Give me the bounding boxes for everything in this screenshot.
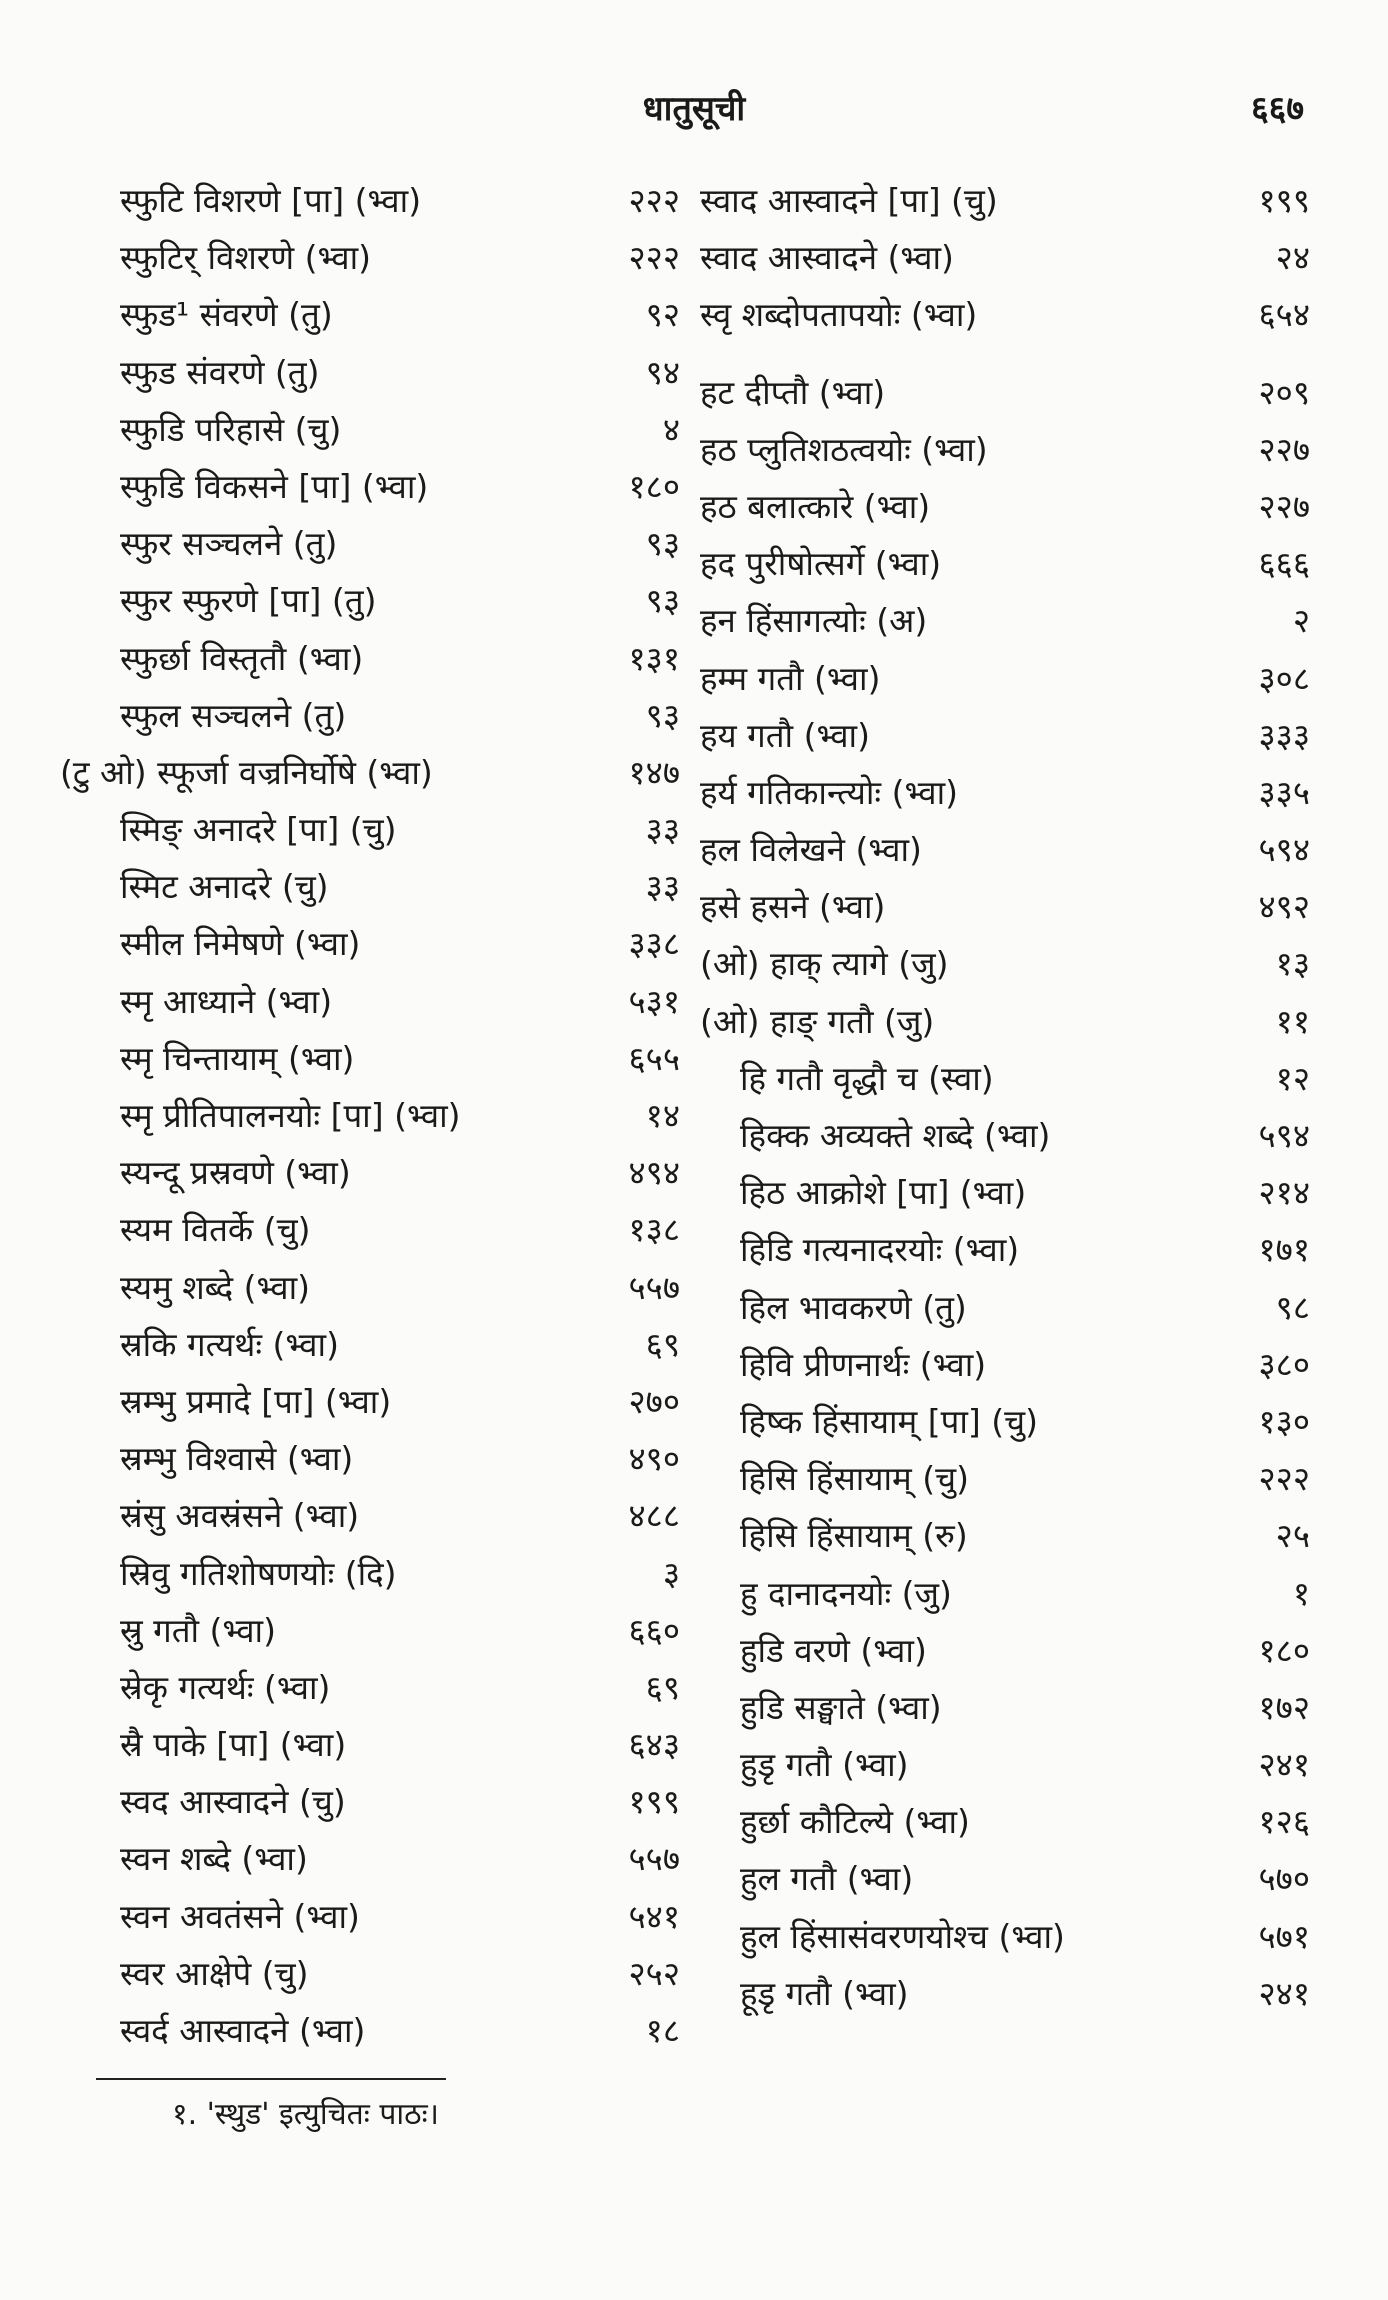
list-item [60,344,680,401]
list-item [60,1945,680,2002]
list-item [700,1793,1310,1850]
page-reference: २४१ [1258,1973,1310,2013]
list-item [60,744,680,801]
list-item [700,1679,1310,1736]
dhatu-entry: स्वाद आस्वादने [पा] (चु) [700,181,998,220]
page-reference: १२६ [1258,1802,1310,1842]
dhatu-entry: स्वर आक्षेपे (चु) [120,1953,309,1993]
dhatu-entry: हट दीप्तौ (भ्वा) [700,372,886,412]
list-item [60,915,680,972]
page-reference: ६६६ [1258,544,1310,584]
page-reference: ९८ [1275,1287,1310,1327]
list-item [700,1164,1310,1221]
dhatu-entry: स्फुर सञ्चलने (तु) [120,524,338,564]
page-reference: २१४ [1258,1173,1310,1213]
page-reference: ३३५ [1258,772,1310,812]
right-column [700,172,1310,2022]
dhatu-entry: हुर्छा कौटिल्ये (भ्वा) [740,1802,970,1842]
page-reference: ५७० [1258,1859,1310,1899]
left-column [60,172,680,2059]
dhatu-entry: स्रकि गत्यर्थः (भ्वा) [120,1324,339,1364]
page-reference: २५२ [628,1953,680,1993]
footnote-rule [96,2078,446,2080]
dhatu-entry: स्फुटिर् विशरणे (भ्वा) [120,238,372,278]
page-title: धातुसूची [642,89,746,129]
list-item [700,1450,1310,1507]
dhatu-entry: हिल भावकरणे (तु) [740,1287,967,1327]
list-item [700,993,1310,1050]
list-item [700,229,1310,286]
dhatu-entry: स्रम्भु विश्वासे (भ्वा) [120,1439,354,1479]
list-item [60,1430,680,1487]
dhatu-entry: स्फुल सञ्चलने (तु) [120,695,347,735]
page-reference: २२७ [1258,486,1310,526]
list-item [700,286,1310,343]
list-item [700,1908,1310,1965]
dhatu-entry: स्रंसु अवस्रंसने (भ्वा) [120,1496,360,1536]
list-item [60,2002,680,2059]
page-reference: ३३३ [1258,715,1310,755]
page-reference: ४ [662,409,680,449]
list-item [700,364,1310,421]
dhatu-entry: स्फुडि परिहासे (चु) [120,409,342,449]
list-item [700,535,1310,592]
list-item [60,858,680,915]
dhatu-entry: स्फुर्छा विस्तृतौ (भ्वा) [120,638,364,678]
dhatu-entry: स्यम वितर्के (चु) [120,1210,311,1250]
list-item [700,172,1310,229]
list-item [60,801,680,858]
dhatu-entry: हद पुरीषोत्सर्गे (भ्वा) [700,544,942,584]
page-reference: ३३८ [628,924,680,964]
dhatu-entry: स्वर्द आस्वादने (भ्वा) [120,2011,366,2050]
dhatu-entry: हुल गतौ (भ्वा) [740,1859,914,1899]
page-reference: ४८८ [628,1496,680,1536]
page-reference: १ [1292,1573,1310,1613]
dhatu-entry: (ओ) हाक् त्यागे (जु) [700,944,949,984]
page-reference: ५७१ [1258,1916,1310,1956]
dhatu-entry: स्मृ आध्याने (भ्वा) [120,981,333,1021]
dhatu-entry: स्रिवु गतिशोषणयोः (दि) [120,1553,397,1593]
list-item [60,1373,680,1430]
list-item [700,1565,1310,1622]
page-reference: १९९ [628,1782,680,1822]
dhatu-entry: स्वद आस्वादने (चु) [120,1782,346,1822]
page-reference: १३० [1258,1401,1310,1441]
list-item [60,630,680,687]
page-reference: ३८० [1258,1344,1310,1384]
list-item [60,973,680,1030]
page-reference: १३१ [628,638,680,678]
dhatu-entry: स्वन अवतंसने (भ्वा) [120,1896,360,1936]
page-reference: ६४३ [628,1725,680,1765]
page-reference: ९२ [645,295,680,335]
list-item [700,764,1310,821]
dhatu-entry: हिडि गत्यनादरयोः (भ्वा) [740,1230,1020,1270]
list-item [60,1830,680,1887]
dhatu-entry: स्मृ प्रीतिपालनयोः [पा] (भ्वा) [120,1096,461,1135]
page-reference: २४१ [1258,1745,1310,1785]
list-item [60,1030,680,1087]
list-item [60,229,680,286]
page-reference: ६५४ [1258,295,1310,335]
page-reference: ३३ [645,867,680,907]
page-reference: ३०८ [1258,658,1310,698]
list-item [60,1259,680,1316]
page-reference: २ [1292,601,1310,641]
list-item [700,878,1310,935]
list-item [700,650,1310,707]
dhatu-entry: हसे हसने (भ्वा) [700,887,886,927]
dhatu-entry: स्रै पाके [पा] (भ्वा) [120,1725,347,1765]
list-item [700,1507,1310,1564]
dhatu-entry: हल विलेखने (भ्वा) [700,830,922,870]
list-item [60,1087,680,1144]
list-item [700,821,1310,878]
page-reference: १७१ [1258,1230,1310,1270]
dhatu-entry: स्यमु शब्दे (भ्वा) [120,1267,311,1307]
list-item [60,515,680,572]
dhatu-entry: हिक्क अव्यक्ते शब्दे (भ्वा) [740,1116,1051,1155]
page-reference: ४९० [628,1439,680,1479]
list-item [700,1221,1310,1278]
footnote: १. 'स्थुड' इत्युचितः पाठः। [172,2097,440,2132]
list-item [700,935,1310,992]
dhatu-entry: हुडि सङ्घाते (भ्वा) [740,1687,942,1727]
page-reference: ३ [662,1553,680,1593]
dhatu-entry: हर्य गतिकान्त्योः (भ्वा) [700,772,958,812]
list-item [700,592,1310,649]
page-reference: ५५७ [628,1839,680,1879]
page-reference: १९९ [1258,181,1310,220]
dhatu-entry: हुडि वरणे (भ्वा) [740,1630,927,1670]
page-reference: १८० [628,466,680,506]
dhatu-entry: स्वृ शब्दोपतापयोः (भ्वा) [700,295,978,335]
page-reference: ५४१ [628,1896,680,1936]
page-reference: ५३१ [628,981,680,1021]
list-item [60,1487,680,1544]
dhatu-entry: स्रेकृ गत्यर्थः (भ्वा) [120,1667,331,1707]
dhatu-entry: स्फुड¹ संवरणे (तु) [120,295,333,335]
list-item [700,1336,1310,1393]
list-item [60,1144,680,1201]
list-item [60,687,680,744]
dhatu-entry: हूडृ गतौ (भ्वा) [740,1973,909,2013]
list-item [700,1965,1310,2022]
dhatu-entry: हम्म गतौ (भ्वा) [700,658,881,698]
list-item [700,707,1310,764]
list-item [60,172,680,229]
page-reference: २२२ [628,181,680,220]
dhatu-entry: स्मिट अनादरे (चु) [120,867,329,907]
page-reference: ५९४ [1258,830,1310,870]
list-item [700,1393,1310,1450]
list-item [60,1888,680,1945]
list-item [60,1773,680,1830]
dhatu-entry: हय गतौ (भ्वा) [700,715,870,755]
dhatu-entry: हि गतौ वृद्धौ च (स्वा) [740,1058,994,1098]
page-reference: ६५५ [628,1038,680,1078]
page-reference: २४ [1275,238,1310,278]
list-item [700,1107,1310,1164]
dhatu-entry: हन हिंसागत्योः (अ) [700,601,928,641]
page-reference: २०९ [1258,372,1310,412]
page-reference: १३ [1275,944,1310,984]
dhatu-entry: (टु ओ) स्फूर्जा वज्रनिर्घोषे (भ्वा) [60,752,433,792]
page-reference: ११ [1275,1001,1310,1041]
page-reference: १२ [1275,1058,1310,1098]
page-reference: २२७ [1258,429,1310,469]
page-reference: २५ [1275,1516,1310,1556]
dhatu-entry: हिवि प्रीणनार्थः (भ्वा) [740,1344,987,1384]
list-item [60,401,680,458]
page-reference: १३८ [628,1210,680,1250]
list-item [60,286,680,343]
dhatu-entry: स्फुडि विकसने [पा] (भ्वा) [120,466,429,506]
page-reference: ५९४ [1258,1116,1310,1155]
dhatu-entry: हुल हिंसासंवरणयोश्च (भ्वा) [740,1916,1065,1956]
dhatu-entry: स्मिङ् अनादरे [पा] (चु) [120,810,397,850]
page-reference: ९४ [645,352,680,392]
dhatu-entry: स्रु गतौ (भ्वा) [120,1610,276,1650]
page-reference: १४७ [628,752,680,792]
dhatu-entry: हिसि हिंसायाम् (चु) [740,1459,969,1499]
list-item [60,1716,680,1773]
page-reference: ४९४ [628,1153,680,1193]
dhatu-entry: स्वाद आस्वादने (भ्वा) [700,238,954,278]
list-item [700,1050,1310,1107]
list-item [60,572,680,629]
list-item [700,1279,1310,1336]
page-reference: ९३ [645,581,680,621]
page-reference: ६६० [628,1610,680,1650]
page-reference: १४ [645,1096,680,1135]
page-reference: १८ [645,2011,680,2050]
list-item [60,1545,680,1602]
list-item [700,1736,1310,1793]
dhatu-entry: हिसि हिंसायाम् (रु) [740,1516,968,1556]
page-number: ६६७ [1250,89,1304,129]
dhatu-entry: स्वन शब्दे (भ्वा) [120,1839,308,1879]
page-reference: २७० [628,1381,680,1421]
page-reference: ३३ [645,810,680,850]
dhatu-entry: हठ बलात्कारे (भ्वा) [700,486,931,526]
dhatu-entry: स्फुर स्फुरणे [पा] (तु) [120,581,377,621]
dhatu-entry: स्मील निमेषणे (भ्वा) [120,924,361,964]
list-item [700,421,1310,478]
list-item [60,458,680,515]
page-reference: ९३ [645,695,680,735]
page-reference: १८० [1258,1630,1310,1670]
dhatu-entry: हुडृ गतौ (भ्वा) [740,1745,909,1785]
dhatu-entry: हिष्क हिंसायाम् [पा] (चु) [740,1401,1038,1441]
page-reference: ५५७ [628,1267,680,1307]
list-item [700,478,1310,535]
list-item [60,1602,680,1659]
list-item [700,1850,1310,1907]
dhatu-entry: स्फुटि विशरणे [पा] (भ्वा) [120,181,422,220]
page-reference: १७२ [1258,1687,1310,1727]
dhatu-entry: स्मृ चिन्तायाम् (भ्वा) [120,1038,355,1078]
dhatu-entry: हिठ आक्रोशे [पा] (भ्वा) [740,1173,1027,1213]
page-reference: ४९२ [1258,887,1310,927]
page-reference: ६९ [645,1667,680,1707]
list-item [700,1622,1310,1679]
dhatu-entry: स्रम्भु प्रमादे [पा] (भ्वा) [120,1381,392,1421]
page-reference: ६९ [645,1324,680,1364]
dhatu-entry: (ओ) हाङ् गतौ (जु) [700,1001,935,1041]
dhatu-entry: हठ प्लुतिशठत्वयोः (भ्वा) [700,429,988,469]
dhatu-entry: स्फुड संवरणे (तु) [120,352,320,392]
page-reference: ९३ [645,524,680,564]
dhatu-entry: स्यन्दू प्रस्रवणे (भ्वा) [120,1153,351,1193]
list-item [60,1659,680,1716]
dhatu-entry: हु दानादनयोः (जु) [740,1573,952,1613]
list-item [60,1201,680,1258]
page-reference: २२२ [628,238,680,278]
list-item [60,1316,680,1373]
page-reference: २२२ [1258,1459,1310,1499]
